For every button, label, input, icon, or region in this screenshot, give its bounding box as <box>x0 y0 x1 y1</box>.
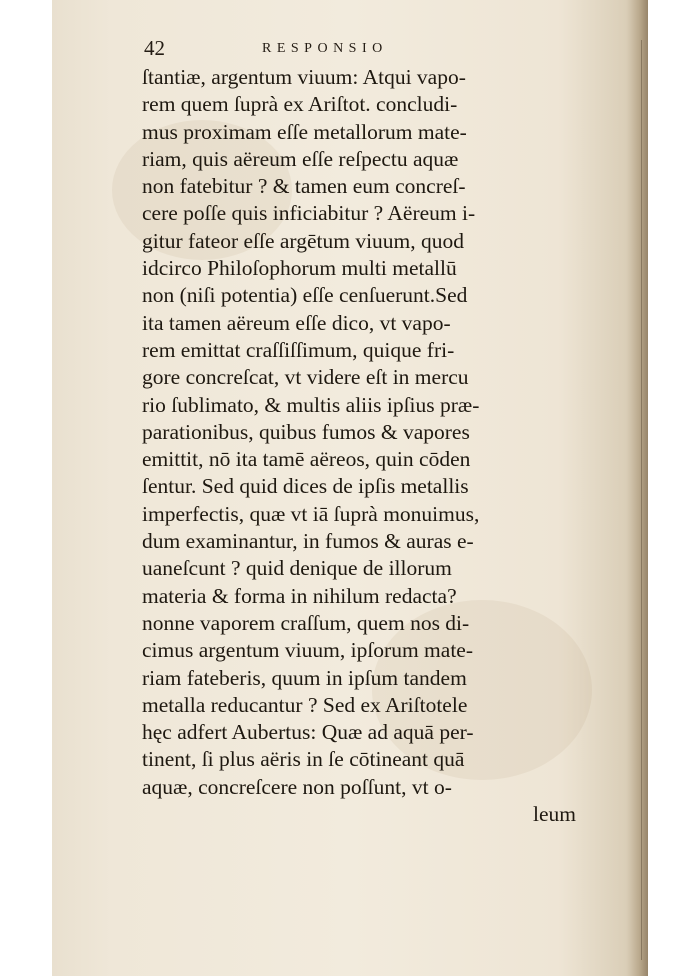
text-line: hęc adfert Aubertus: Quæ ad aquā per- <box>142 720 474 745</box>
text-line: nonne vaporem craſſum, quem nos di- <box>142 610 470 635</box>
text-line: materia & forma in nihilum redacta? <box>142 583 457 608</box>
text-line: riam fateberis, quum in ipſum tandem <box>142 665 467 690</box>
text-line: rem quem ſuprà ex Ariſtot. concludi- <box>142 92 458 117</box>
text-line: idcirco Philoſophorum multi metallū <box>142 256 457 281</box>
catchword: leum <box>533 802 576 827</box>
text-line: dum examinantur, in fumos & auras e- <box>142 529 474 554</box>
text-line: parationibus, quibus fumos & vapores <box>142 419 470 444</box>
text-line: rio ſublimato, & multis aliis ipſius præ- <box>142 392 480 417</box>
text-line: ſentur. Sed quid dices de ipſis metallis <box>142 474 469 499</box>
text-line: ſtantiæ, argentum viuum: Atqui vapo- <box>142 65 466 89</box>
text-line: gitur fateor eſſe argētum viuum, quod <box>142 228 465 253</box>
text-line: tinent, ſi plus aëris in ſe cōtineant quā <box>142 747 465 772</box>
text-line: non fatebitur ? & tamen eum concreſ- <box>142 174 466 199</box>
page-gutter-shadow <box>626 0 648 976</box>
text-line: uaneſcunt ? quid denique de illorum <box>142 556 452 581</box>
text-line: cere poſſe quis inficiabitur ? Aëreum i- <box>142 201 476 226</box>
text-line: mus proximam eſſe metallorum mate- <box>142 119 467 144</box>
text-line: metalla reducantur ? Sed ex Ariſtotele <box>142 692 468 717</box>
text-line: imperfectis, quæ vt iā ſuprà monuimus, <box>142 501 480 526</box>
text-line: aquæ, concreſcere non poſſunt, vt o- <box>142 774 452 799</box>
text-line: non (niſi potentia) eſſe cenſuerunt.Sed <box>142 283 468 308</box>
text-line: gore concreſcat, vt videre eſt in mercu <box>142 365 469 390</box>
text-line: emittit, nō ita tamē aëreos, quin cōden <box>142 447 471 472</box>
text-line: cimus argentum viuum, ipſorum mate- <box>142 638 474 663</box>
running-title: RESPONSIO <box>262 41 388 56</box>
body-text <box>142 64 590 828</box>
text-line: rem emittat craſſiſſimum, quique fri- <box>142 337 455 362</box>
text-line: ita tamen aëreum eſſe dico, vt vapo- <box>142 310 451 335</box>
page-header <box>144 36 504 60</box>
text-line: riam, quis aëreum eſſe reſpectu aquæ <box>142 146 459 171</box>
page-edge-line <box>641 40 642 960</box>
page-number: 42 <box>144 36 165 60</box>
